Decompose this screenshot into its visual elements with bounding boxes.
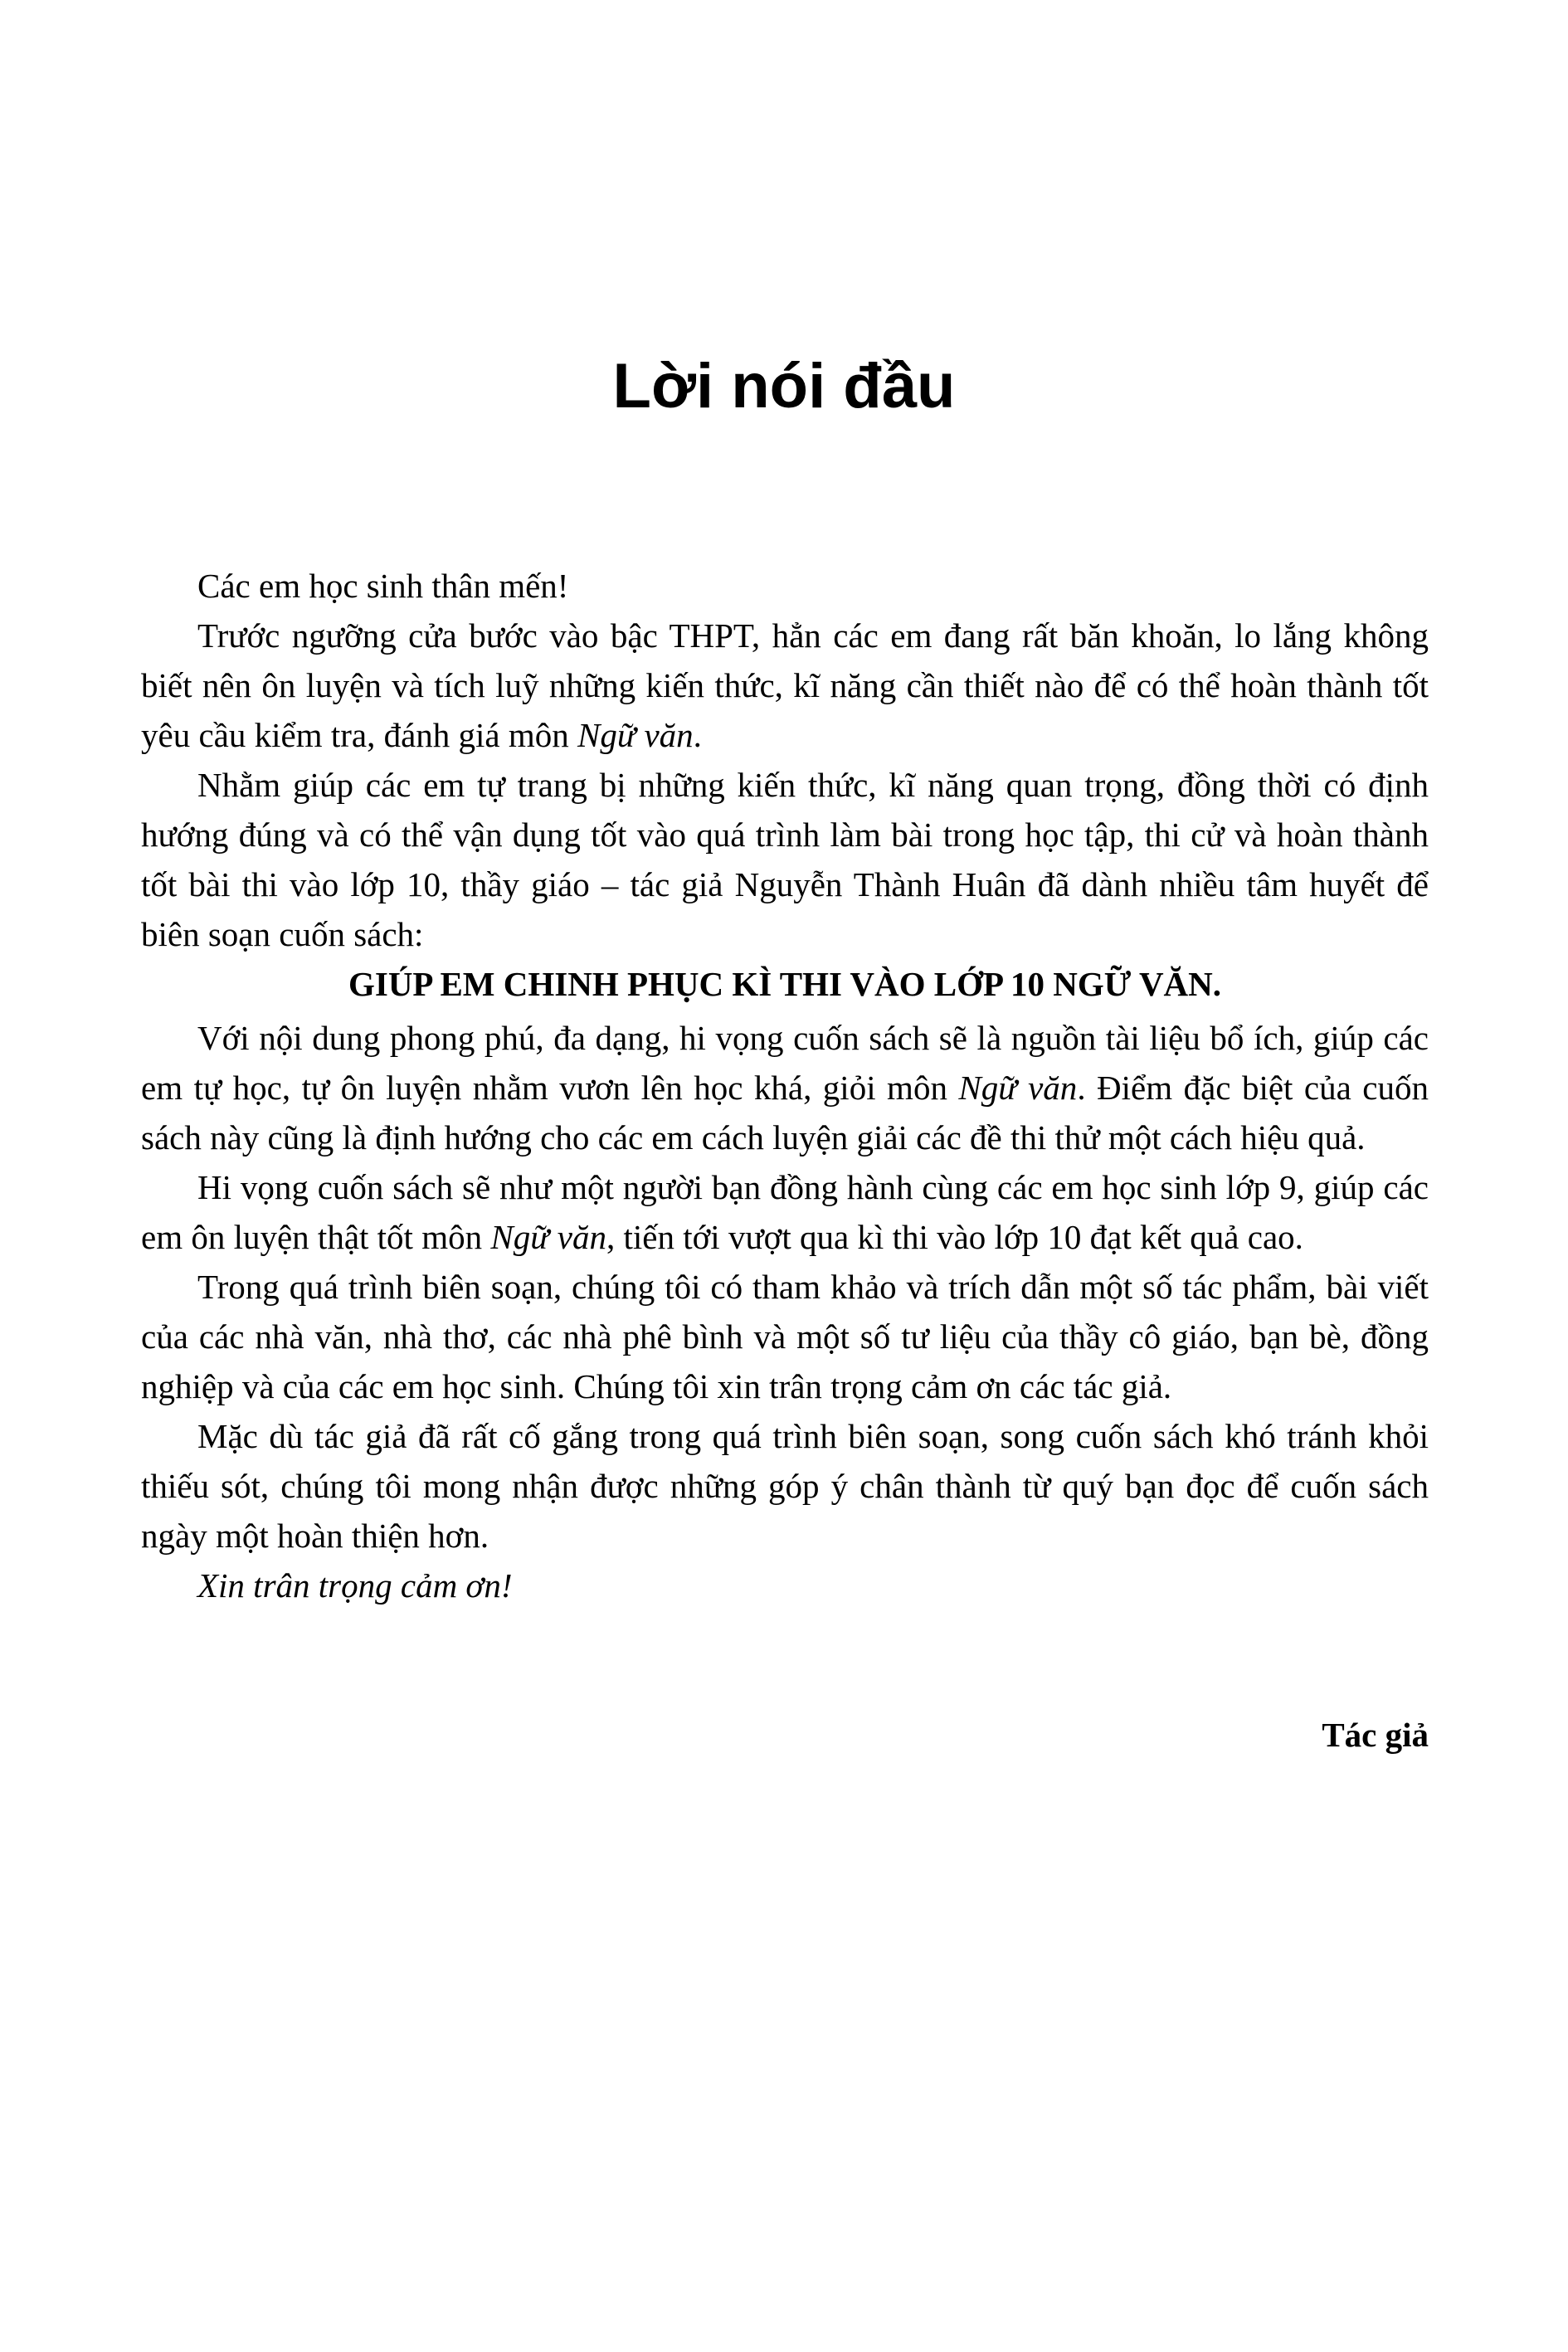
paragraph-thpt-end: . (693, 716, 702, 754)
paragraph-apology: Mặc dù tác giả đã rất cố gắng trong quá trình biên soạn, song cuốn sách khó tránh khỏi thiếu sót, chúng tôi mong nhận được những góp ý chân thành từ quý bạn đọc để cuốn sách ngày một hoàn thiện hơn. (141, 1417, 1429, 1555)
paragraph-salutation: Các em học sinh thân mến! (197, 567, 569, 605)
paragraph-thpt-text: Trước ngưỡng cửa bước vào bậc THPT, hẳn các em đang rất băn khoăn, lo lắng không biết nên ôn luyện và tích luỹ những kiến thức, kĩ năng cần thiết nào để có thể hoàn thành tốt yêu cầu kiểm tra, đánh giá môn (141, 616, 1429, 754)
closing-line: Xin trân trọng cảm ơn! (197, 1566, 513, 1605)
document-body (141, 561, 1429, 1760)
paragraph-content-end: . Điểm đặc biệt của cuốn sách này cũng là định hướng cho các em cách luyện giải các đề thi thử một cách hiệu quả. (141, 1069, 1429, 1157)
paragraph-hope (141, 1162, 1429, 1262)
paragraph-purpose: Nhằm giúp các em tự trang bị những kiến thức, kĩ năng quan trọng, đồng thời có định hướng đúng và có thể vận dụng tốt vào quá trình làm bài trong học tập, thi cử và hoàn thành tốt bài thi vào lớp 10, thầy giáo – tác giả Nguyễn Thành Huân đã dành nhiều tâm huyết để biên soạn cuốn sách: (141, 766, 1429, 953)
author-signature: Tác giả (1322, 1716, 1429, 1754)
paragraph-thpt (141, 611, 1429, 760)
book-title-line: GIÚP EM CHINH PHỤC KÌ THI VÀO LỚP 10 NGỮ VĂN. (348, 965, 1222, 1003)
paragraph-hope-text: Hi vọng cuốn sách sẽ như một người bạn đồng hành cùng các em học sinh lớp 9, giúp các em ôn luyện thật tốt môn (141, 1168, 1429, 1256)
subject-name-italic: Ngữ văn (577, 716, 694, 754)
subject-name-italic: Ngữ văn (490, 1218, 606, 1256)
paragraph-hope-end: , tiến tới vượt qua kì thi vào lớp 10 đạt kết quả cao. (606, 1218, 1303, 1256)
paragraph-acknowledgements: Trong quá trình biên soạn, chúng tôi có tham khảo và trích dẫn một số tác phẩm, bài viết của các nhà văn, nhà thơ, các nhà phê bình và một số tư liệu của thầy cô giáo, bạn bè, đồng nghiệp và của các em học sinh. Chúng tôi xin trân trọng cảm ơn các tác giả. (141, 1268, 1429, 1405)
page-title: Lời nói đầu (612, 351, 956, 421)
paragraph-content (141, 1013, 1429, 1162)
paragraph-content-text: Với nội dung phong phú, đa dạng, hi vọng cuốn sách sẽ là nguồn tài liệu bổ ích, giúp các em tự học, tự ôn luyện nhằm vươn lên học khá, giỏi môn (141, 1019, 1429, 1107)
subject-name-italic: Ngữ văn (958, 1069, 1078, 1107)
